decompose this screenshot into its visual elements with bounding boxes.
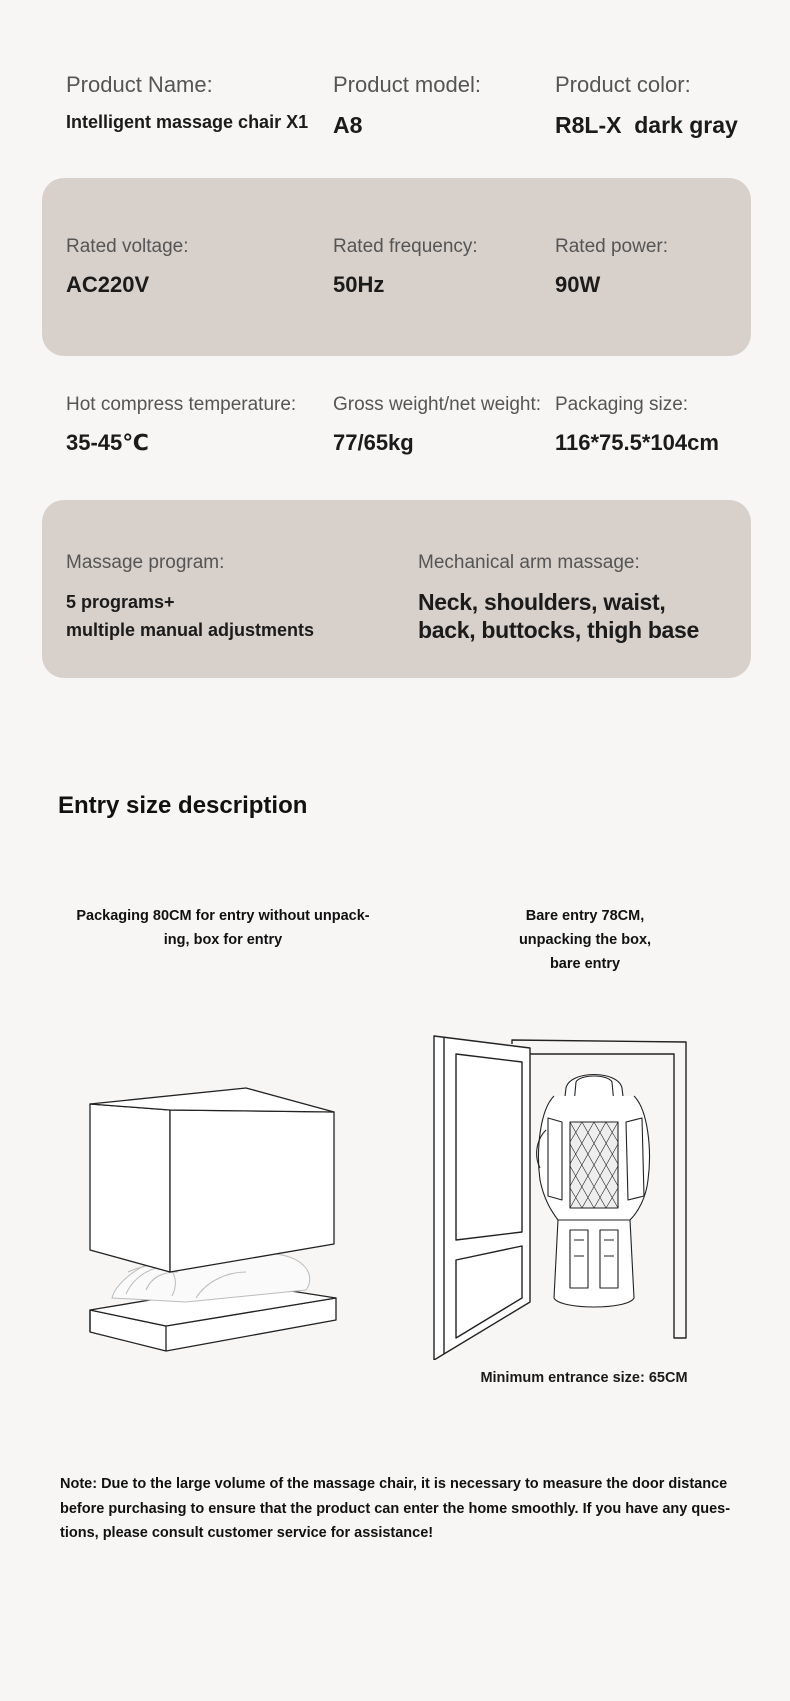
spec-rated-power xyxy=(555,236,668,298)
spec-value: AC220V xyxy=(66,272,150,297)
entry-heading: Entry size description xyxy=(58,792,308,819)
spec-row-physical xyxy=(42,394,751,474)
spec-label: Product Name: xyxy=(66,72,213,97)
min-entrance-label: Minimum entrance size: 65CM xyxy=(480,1370,688,1386)
spec-label: Rated power: xyxy=(555,236,669,257)
spec-label: Mechanical arm massage: xyxy=(418,552,640,573)
spec-label: Massage program: xyxy=(66,552,225,573)
spec-row-product xyxy=(42,72,751,152)
spec-value: R8L-X dark gray xyxy=(555,112,738,138)
spec-value: 50Hz xyxy=(333,272,385,297)
spec-value: 5 programs+ multiple manual adjustments xyxy=(66,592,315,640)
door-chair-illustration xyxy=(430,1030,692,1360)
spec-label: Product model: xyxy=(333,72,481,97)
spec-label: Rated frequency: xyxy=(333,236,478,257)
spec-packaging-size xyxy=(555,394,719,456)
spec-massage-program xyxy=(66,552,386,644)
spec-label: Hot compress temperature: xyxy=(66,394,297,415)
spec-label: Rated voltage: xyxy=(66,236,189,257)
spec-arm-massage xyxy=(418,552,728,644)
spec-label: Product color: xyxy=(555,72,691,97)
spec-label: Gross weight/net weight: xyxy=(333,394,542,415)
spec-value: 90W xyxy=(555,272,601,297)
spec-value: 35-45℃ xyxy=(66,430,149,455)
spec-product-color xyxy=(555,72,738,139)
left-caption: Packaging 80CM for entry without unpack-ing, box for entry xyxy=(76,908,370,948)
packaged-chair-box-illustration xyxy=(86,1076,346,1366)
spec-band-electrical xyxy=(42,178,751,356)
spec-value: Intelligent massage chair X1 xyxy=(66,112,309,132)
purchase-note: Note: Due to the large volume of the massage chair, it is necessary to measure the door distance before purchasing to ensure that the product can enter the home smoothly. If you have any ques-tions, please consult customer service for assistance! xyxy=(60,1476,731,1541)
spec-rated-frequency xyxy=(333,236,478,298)
spec-product-name xyxy=(66,72,308,133)
spec-rated-voltage xyxy=(66,236,189,298)
spec-value: A8 xyxy=(333,112,363,138)
spec-value: 77/65kg xyxy=(333,430,414,455)
spec-value: 116*75.5*104cm xyxy=(555,430,719,455)
spec-label: Packaging size: xyxy=(555,394,689,415)
spec-weight xyxy=(333,394,541,456)
spec-band-massage xyxy=(42,500,751,678)
spec-product-model xyxy=(333,72,481,139)
spec-hot-compress xyxy=(66,394,296,456)
right-caption: Bare entry 78CM, unpacking the box, bare entry xyxy=(518,908,652,972)
spec-value: Neck, shoulders, waist, back, buttocks, thigh base xyxy=(418,589,700,643)
